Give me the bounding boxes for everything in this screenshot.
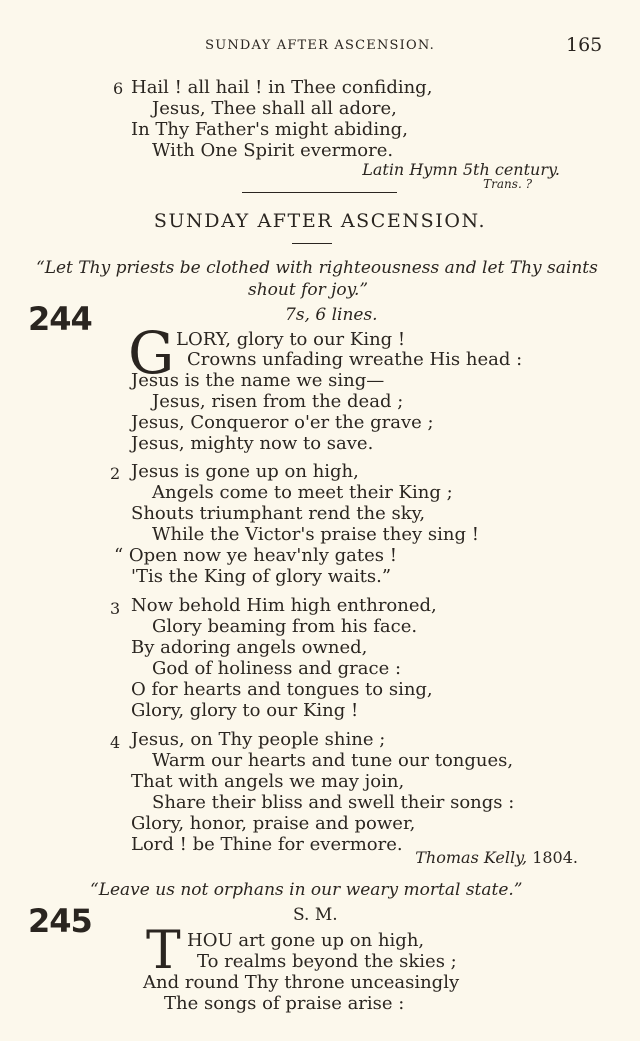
verse-line: Crowns unfading wreathe His head : [187,349,523,370]
section-title: SUNDAY AFTER ASCENSION. [153,210,487,232]
verse-line: Hail ! all hail ! in Thee confiding, [131,77,433,98]
verse-line: Lord ! be Thine for evermore. [131,834,403,855]
hymn-meter: 7s, 6 lines. [285,305,378,325]
verse-line: O for hearts and tongues to sing, [131,679,433,700]
verse-line: Jesus, risen from the dead ; [152,391,404,412]
author-year: 1804. [532,848,578,867]
verse-line: The songs of praise arise : [164,993,405,1014]
hymn-number: 245 [28,902,92,940]
verse-line: Shouts triumphant rend the sky, [131,503,426,524]
verse-line: Jesus is the name we sing— [131,370,385,391]
verse-line: In Thy Father's might abiding, [131,119,408,140]
drop-cap: G [128,319,175,387]
verse-line: Glory, glory to our King ! [131,700,359,721]
verse-line: Jesus, Conqueror o'er the grave ; [131,412,434,433]
stanza-number: 6 [113,79,124,98]
verse-line: Jesus, Thee shall all adore, [152,98,397,119]
verse-line: HOU art gone up on high, [187,930,425,951]
section-divider [242,192,397,193]
verse-line: Share their bliss and swell their songs : [152,792,515,813]
stanza-number: 3 [110,599,121,618]
verse-line: To realms beyond the skies ; [197,951,457,972]
page-number: 165 [566,34,603,56]
verse-line: Warm our hearts and tune our tongues, [152,750,514,771]
author-line [415,848,578,867]
verse-line: Jesus, mighty now to save. [131,433,374,454]
verse-line: Angels come to meet their King ; [152,482,453,503]
epigraph: shout for joy.” [248,280,369,300]
verse-line: Glory, honor, praise and power, [131,813,416,834]
translation-note: Trans. ? [483,177,532,191]
verse-line: “ Open now ye heav'nly gates ! [114,545,397,566]
verse-line: 'Tis the King of glory waits.” [131,566,392,587]
verse-line: While the Victor's praise they sing ! [152,524,479,545]
verse-line: Glory beaming from his face. [152,616,418,637]
verse-line: Jesus is gone up on high, [131,461,359,482]
hymn-number: 244 [28,300,92,338]
stanza-number: 2 [110,464,121,483]
hymn-meter: S. M. [293,905,338,925]
verse-line: And round Thy throne unceasingly [143,972,460,993]
title-underline [292,243,332,244]
epigraph: “Leave us not orphans in our weary mortal state.” [90,880,523,900]
hymn-attribution: Latin Hymn 5th century. [362,160,560,179]
running-header: SUNDAY AFTER ASCENSION. [205,38,435,53]
drop-cap: T [146,921,181,981]
verse-line: LORY, glory to our King ! [176,329,406,350]
verse-line: God of holiness and grace : [152,658,402,679]
stanza-number: 4 [110,733,121,752]
verse-line: That with angels we may join, [131,771,405,792]
verse-line: With One Spirit evermore. [152,140,394,161]
verse-line: By adoring angels owned, [131,637,368,658]
epigraph: “Let Thy priests be clothed with righteousness and let Thy saints [36,258,598,278]
author-name: Thomas Kelly, [415,848,528,867]
verse-line: Jesus, on Thy people shine ; [131,729,386,750]
verse-line: Now behold Him high enthroned, [131,595,437,616]
